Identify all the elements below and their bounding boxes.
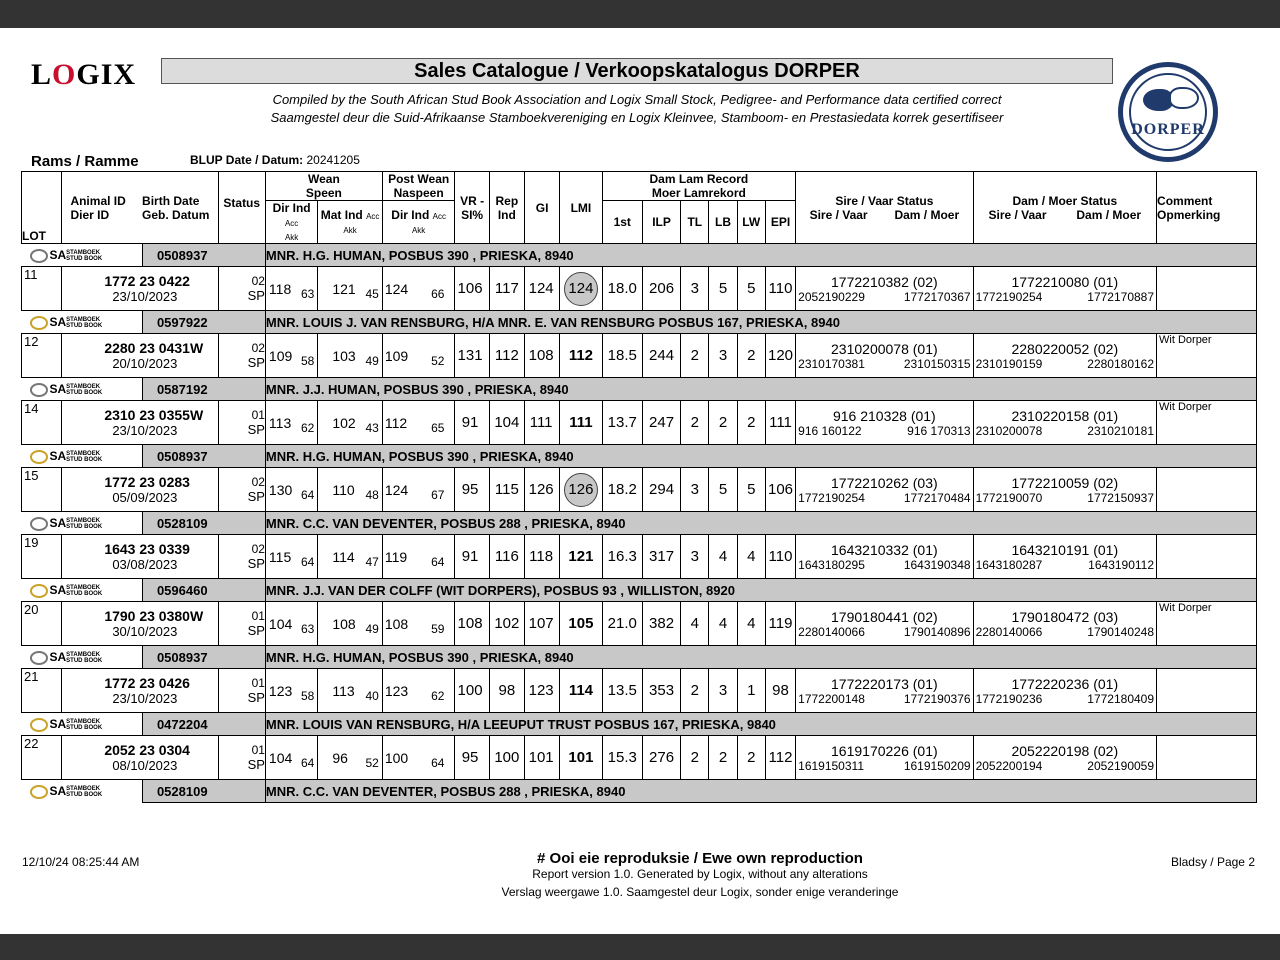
birth-date: 05/09/2023 xyxy=(112,490,178,505)
sa-studbook-logo: SASTAMBOEK STUD BOOK xyxy=(22,646,143,669)
owner-row xyxy=(22,646,1257,669)
top-bar xyxy=(0,0,1280,28)
footer-line1: Report version 1.0. Generated by Logix, without any alterations xyxy=(532,867,868,881)
comment: Wit Dorper xyxy=(1157,334,1257,378)
status: 02 SP xyxy=(218,334,265,378)
comment xyxy=(1157,267,1257,311)
epi: 98 xyxy=(765,669,795,713)
ilp: 206 xyxy=(642,267,680,311)
vr-si: 91 xyxy=(455,401,489,445)
owner-name: MNR. H.G. HUMAN, POSBUS 390 , PRIESKA, 8940 xyxy=(265,445,1256,468)
animal-cell xyxy=(62,535,218,579)
status: 01 SP xyxy=(218,602,265,646)
owner-id: 0528109 xyxy=(142,512,265,535)
postwean-dir: 100 64 xyxy=(382,736,455,780)
comment xyxy=(1157,468,1257,512)
owner-row xyxy=(22,579,1257,602)
owner-row xyxy=(22,713,1257,736)
vr-si: 95 xyxy=(455,736,489,780)
wean-dir: 104 64 xyxy=(265,736,317,780)
sa-studbook-logo: SASTAMBOEK STUD BOOK xyxy=(22,244,143,267)
tl: 2 xyxy=(681,401,709,445)
table-row xyxy=(22,669,1257,713)
owner-name: MNR. LOUIS J. VAN RENSBURG, H/A MNR. E. VAN RENSBURG POSBUS 167, PRIESKA, 8940 xyxy=(265,311,1256,334)
col-damlam: Dam Lam Record Moer Lamrekord xyxy=(602,172,796,201)
col-tl: TL xyxy=(681,201,709,244)
birth-date: 30/10/2023 xyxy=(112,624,178,639)
col-animal: Animal ID Dier ID Birth Date Geb. Datum xyxy=(62,172,218,244)
postwean-dir: 109 52 xyxy=(382,334,455,378)
lot-number: 14 xyxy=(22,401,62,445)
lb: 3 xyxy=(709,669,737,713)
animal-cell xyxy=(62,267,218,311)
animal-id: 1643 23 0339 xyxy=(104,541,190,557)
dam-status: 2310220158 (01) 2310200078 2310210181 xyxy=(973,401,1156,445)
lw: 1 xyxy=(737,669,765,713)
birth-date: 20/10/2023 xyxy=(112,356,178,371)
bottom-bar xyxy=(0,934,1280,960)
sa-studbook-logo: SASTAMBOEK STUD BOOK xyxy=(22,713,143,736)
vr-si: 108 xyxy=(455,602,489,646)
birth-date: 08/10/2023 xyxy=(112,758,178,773)
owner-id: 0596460 xyxy=(142,579,265,602)
postwean-dir: 123 62 xyxy=(382,669,455,713)
lmi: 111 xyxy=(560,401,602,445)
comment xyxy=(1157,669,1257,713)
footer-line2: Verslag weergawe 1.0. Saamgestel deur Logix, sonder enige veranderinge xyxy=(501,885,899,899)
wean-mat: 102 43 xyxy=(318,401,383,445)
dam-status: 1772220236 (01) 1772190236 1772180409 xyxy=(973,669,1156,713)
vr-si: 106 xyxy=(455,267,489,311)
lam-first: 18.0 xyxy=(602,267,642,311)
lmi: 112 xyxy=(560,334,602,378)
owner-name: MNR. J.J. VAN DER COLFF (WIT DORPERS), POSBUS 93 , WILLISTON, 8920 xyxy=(265,579,1256,602)
dam-status: 1772210059 (02) 1772190070 1772150937 xyxy=(973,468,1156,512)
col-postwean: Post Wean Naspeen xyxy=(382,172,455,201)
gi: 101 xyxy=(524,736,559,780)
col-pw-dir: Dir Ind Acc Akk xyxy=(382,201,455,244)
lot-number: 12 xyxy=(22,334,62,378)
col-wean: Wean Speen xyxy=(265,172,382,201)
postwean-dir: 112 65 xyxy=(382,401,455,445)
lot-number: 22 xyxy=(22,736,62,780)
tl: 3 xyxy=(681,468,709,512)
sa-studbook-logo: SASTAMBOEK STUD BOOK xyxy=(22,311,143,334)
dam-status: 1790180472 (03) 2280140066 1790140248 xyxy=(973,602,1156,646)
owner-name: MNR. J.J. HUMAN, POSBUS 390 , PRIESKA, 8940 xyxy=(265,378,1256,401)
table-row xyxy=(22,401,1257,445)
epi: 110 xyxy=(765,535,795,579)
dorper-badge: DORPER xyxy=(1118,62,1218,162)
gi: 108 xyxy=(524,334,559,378)
subtitle-afrikaans: Saamgestel deur die Suid-Afrikaanse Stamboekvereniging en Logix Kleinvee, Stamboom- en Prestasiedata korrek gesertifiseer xyxy=(270,110,1004,125)
wean-mat: 114 47 xyxy=(318,535,383,579)
logix-logo: LOGIX xyxy=(31,58,137,91)
sa-studbook-logo: SASTAMBOEK STUD BOOK xyxy=(22,780,143,803)
lam-first: 13.7 xyxy=(602,401,642,445)
status: 01 SP xyxy=(218,736,265,780)
animal-id: 2280 23 0431W xyxy=(104,340,204,356)
lam-first: 16.3 xyxy=(602,535,642,579)
lw: 2 xyxy=(737,334,765,378)
tl: 2 xyxy=(681,669,709,713)
status: 02 SP xyxy=(218,535,265,579)
sire-status: 916 210328 (01) 916 160122 916 170313 xyxy=(796,401,973,445)
comment xyxy=(1157,736,1257,780)
tl: 2 xyxy=(681,736,709,780)
lw: 5 xyxy=(737,267,765,311)
ilp: 247 xyxy=(642,401,680,445)
tl: 3 xyxy=(681,267,709,311)
status: 02 SP xyxy=(218,468,265,512)
owner-id: 0597922 xyxy=(142,311,265,334)
animal-id: 2310 23 0355W xyxy=(104,407,204,423)
table-row xyxy=(22,602,1257,646)
lw: 2 xyxy=(737,401,765,445)
lb: 5 xyxy=(709,267,737,311)
tl: 3 xyxy=(681,535,709,579)
gi: 124 xyxy=(524,267,559,311)
catalogue-table xyxy=(21,171,1257,803)
lmi: 121 xyxy=(560,535,602,579)
table-row xyxy=(22,267,1257,311)
epi: 119 xyxy=(765,602,795,646)
sa-studbook-logo: SASTAMBOEK STUD BOOK xyxy=(22,445,143,468)
col-epi: EPI xyxy=(765,201,795,244)
rep-ind: 104 xyxy=(489,401,524,445)
owner-name: MNR. C.C. VAN DEVENTER, POSBUS 288 , PRIESKA, 8940 xyxy=(265,512,1256,535)
owner-row xyxy=(22,311,1257,334)
vr-si: 100 xyxy=(455,669,489,713)
rep-ind: 116 xyxy=(489,535,524,579)
ilp: 276 xyxy=(642,736,680,780)
gi: 126 xyxy=(524,468,559,512)
postwean-dir: 124 66 xyxy=(382,267,455,311)
owner-row xyxy=(22,780,1257,803)
sire-status: 2310200078 (01) 2310170381 2310150315 xyxy=(796,334,973,378)
lam-first: 18.2 xyxy=(602,468,642,512)
col-status: Status xyxy=(218,172,265,244)
col-rep: Rep Ind xyxy=(489,172,524,244)
wean-mat: 103 49 xyxy=(318,334,383,378)
table-row xyxy=(22,334,1257,378)
dam-status: 2280220052 (02) 2310190159 2280180162 xyxy=(973,334,1156,378)
sire-status: 1790180441 (02) 2280140066 1790140896 xyxy=(796,602,973,646)
lot-number: 21 xyxy=(22,669,62,713)
tl: 4 xyxy=(681,602,709,646)
col-vr: VR - SI% xyxy=(455,172,489,244)
table-row xyxy=(22,535,1257,579)
owner-id: 0528109 xyxy=(142,780,265,803)
wean-mat: 110 48 xyxy=(318,468,383,512)
footer-title: # Ooi eie reproduksie / Ewe own reproduction xyxy=(537,850,863,867)
sire-status: 1772220173 (01) 1772200148 1772190376 xyxy=(796,669,973,713)
wean-dir: 104 63 xyxy=(265,602,317,646)
owner-id: 0508937 xyxy=(142,646,265,669)
birth-date: 23/10/2023 xyxy=(112,423,178,438)
lot-number: 15 xyxy=(22,468,62,512)
owner-row xyxy=(22,244,1257,267)
ilp: 244 xyxy=(642,334,680,378)
col-gi: GI xyxy=(524,172,559,244)
epi: 120 xyxy=(765,334,795,378)
epi: 111 xyxy=(765,401,795,445)
wean-dir: 123 58 xyxy=(265,669,317,713)
rep-ind: 98 xyxy=(489,669,524,713)
sa-studbook-logo: SASTAMBOEK STUD BOOK xyxy=(22,579,143,602)
wean-dir: 109 58 xyxy=(265,334,317,378)
owner-row xyxy=(22,445,1257,468)
wean-mat: 113 40 xyxy=(318,669,383,713)
lot-number: 19 xyxy=(22,535,62,579)
ilp: 294 xyxy=(642,468,680,512)
lw: 2 xyxy=(737,736,765,780)
lam-first: 18.5 xyxy=(602,334,642,378)
owner-name: MNR. LOUIS VAN RENSBURG, H/A LEEUPUT TRUST POSBUS 167, PRIESKA, 9840 xyxy=(265,713,1256,736)
gi: 123 xyxy=(524,669,559,713)
sa-studbook-logo: SASTAMBOEK STUD BOOK xyxy=(22,512,143,535)
blup-date: BLUP Date / Datum: 20241205 xyxy=(190,153,360,167)
gi: 111 xyxy=(524,401,559,445)
epi: 112 xyxy=(765,736,795,780)
dam-status: 1772210080 (01) 1772190254 1772170887 xyxy=(973,267,1156,311)
vr-si: 95 xyxy=(455,468,489,512)
sire-status: 1643210332 (01) 1643180295 1643190348 xyxy=(796,535,973,579)
postwean-dir: 119 64 xyxy=(382,535,455,579)
col-wean-mat: Mat Ind Acc Akk xyxy=(318,201,383,244)
col-comment: Comment Opmerking xyxy=(1157,172,1257,244)
animal-id: 1772 23 0283 xyxy=(104,474,190,490)
status: 02 SP xyxy=(218,267,265,311)
status: 01 SP xyxy=(218,669,265,713)
lmi: 105 xyxy=(560,602,602,646)
rep-ind: 100 xyxy=(489,736,524,780)
epi: 110 xyxy=(765,267,795,311)
birth-date: 23/10/2023 xyxy=(112,289,178,304)
epi: 106 xyxy=(765,468,795,512)
lmi xyxy=(560,267,602,311)
rep-ind: 117 xyxy=(489,267,524,311)
col-lw: LW xyxy=(737,201,765,244)
status: 01 SP xyxy=(218,401,265,445)
owner-name: MNR. H.G. HUMAN, POSBUS 390 , PRIESKA, 8940 xyxy=(265,244,1256,267)
dam-status: 1643210191 (01) 1643180287 1643190112 xyxy=(973,535,1156,579)
col-wean-dir: Dir Ind Acc Akk xyxy=(265,201,317,244)
animal-cell xyxy=(62,468,218,512)
lw: 5 xyxy=(737,468,765,512)
owner-id: 0587192 xyxy=(142,378,265,401)
rep-ind: 115 xyxy=(489,468,524,512)
col-first: 1st xyxy=(602,201,642,244)
gi: 107 xyxy=(524,602,559,646)
lw: 4 xyxy=(737,535,765,579)
comment xyxy=(1157,535,1257,579)
tl: 2 xyxy=(681,334,709,378)
wean-mat: 96 52 xyxy=(318,736,383,780)
wean-mat: 108 49 xyxy=(318,602,383,646)
owner-name: MNR. H.G. HUMAN, POSBUS 390 , PRIESKA, 8940 xyxy=(265,646,1256,669)
postwean-dir: 108 59 xyxy=(382,602,455,646)
lb: 4 xyxy=(709,535,737,579)
lam-first: 13.5 xyxy=(602,669,642,713)
lb: 3 xyxy=(709,334,737,378)
col-dam: Dam / Moer Status Sire / Vaar Dam / Moer xyxy=(973,172,1156,244)
ilp: 382 xyxy=(642,602,680,646)
wean-mat: 121 45 xyxy=(318,267,383,311)
animal-id: 1772 23 0426 xyxy=(104,675,190,691)
animal-id: 1790 23 0380W xyxy=(104,608,204,624)
rep-ind: 112 xyxy=(489,334,524,378)
wean-dir: 118 63 xyxy=(265,267,317,311)
wean-dir: 115 64 xyxy=(265,535,317,579)
rep-ind: 102 xyxy=(489,602,524,646)
lmi xyxy=(560,468,602,512)
sire-status: 1772210382 (02) 2052190229 1772170367 xyxy=(796,267,973,311)
animal-cell xyxy=(62,602,218,646)
comment: Wit Dorper xyxy=(1157,602,1257,646)
lot-number: 11 xyxy=(22,267,62,311)
table-row xyxy=(22,736,1257,780)
owner-id: 0472204 xyxy=(142,713,265,736)
lam-first: 21.0 xyxy=(602,602,642,646)
catalogue-title: Sales Catalogue / Verkoopskatalogus DORPER xyxy=(161,58,1113,84)
lb: 2 xyxy=(709,401,737,445)
ilp: 353 xyxy=(642,669,680,713)
vr-si: 91 xyxy=(455,535,489,579)
birth-date: 23/10/2023 xyxy=(112,691,178,706)
owner-name: MNR. C.C. VAN DEVENTER, POSBUS 288 , PRIESKA, 8940 xyxy=(265,780,1256,803)
postwean-dir: 124 67 xyxy=(382,468,455,512)
subtitle-english: Compiled by the South African Stud Book Association and Logix Small Stock, Pedigree- and Performance data certified correct xyxy=(272,92,1002,107)
col-lot: LOT xyxy=(22,172,62,244)
lb: 5 xyxy=(709,468,737,512)
col-ilp: ILP xyxy=(642,201,680,244)
lmi-highlight: 126 xyxy=(564,473,598,507)
footer-timestamp: 12/10/24 08:25:44 AM xyxy=(22,855,140,869)
lmi: 114 xyxy=(560,669,602,713)
section-heading: Rams / Ramme xyxy=(31,153,139,170)
owner-row xyxy=(22,378,1257,401)
col-lb: LB xyxy=(709,201,737,244)
lb: 4 xyxy=(709,602,737,646)
owner-id: 0508937 xyxy=(142,445,265,468)
birth-date: 03/08/2023 xyxy=(112,557,178,572)
animal-cell xyxy=(62,736,218,780)
animal-id: 1772 23 0422 xyxy=(104,273,190,289)
lot-number: 20 xyxy=(22,602,62,646)
ewe-head-icon xyxy=(1169,87,1199,109)
col-sire: Sire / Vaar Status Sire / Vaar Dam / Moer xyxy=(796,172,973,244)
sire-status: 1772210262 (03) 1772190254 1772170484 xyxy=(796,468,973,512)
sa-studbook-logo: SASTAMBOEK STUD BOOK xyxy=(22,378,143,401)
lam-first: 15.3 xyxy=(602,736,642,780)
animal-cell xyxy=(62,669,218,713)
ilp: 317 xyxy=(642,535,680,579)
dam-status: 2052220198 (02) 2052200194 2052190059 xyxy=(973,736,1156,780)
wean-dir: 130 64 xyxy=(265,468,317,512)
lw: 4 xyxy=(737,602,765,646)
footer-page: Bladsy / Page 2 xyxy=(1170,855,1255,869)
table-row xyxy=(22,468,1257,512)
lmi-highlight: 124 xyxy=(564,272,598,306)
vr-si: 131 xyxy=(455,334,489,378)
owner-row xyxy=(22,512,1257,535)
sire-status: 1619170226 (01) 1619150311 1619150209 xyxy=(796,736,973,780)
animal-id: 2052 23 0304 xyxy=(104,742,190,758)
comment: Wit Dorper xyxy=(1157,401,1257,445)
wean-dir: 113 62 xyxy=(265,401,317,445)
gi: 118 xyxy=(524,535,559,579)
animal-cell xyxy=(62,334,218,378)
lmi: 101 xyxy=(560,736,602,780)
owner-id: 0508937 xyxy=(142,244,265,267)
lb: 2 xyxy=(709,736,737,780)
col-lmi: LMI xyxy=(560,172,602,244)
animal-cell xyxy=(62,401,218,445)
